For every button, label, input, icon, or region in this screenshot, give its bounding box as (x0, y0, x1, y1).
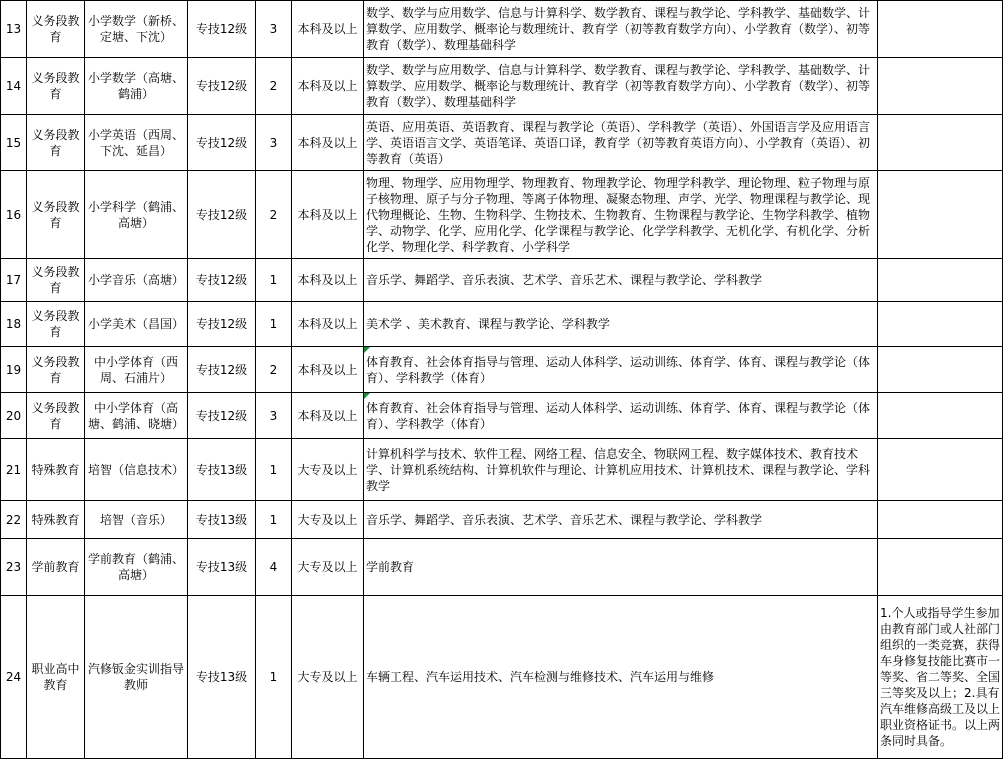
grade-cell[interactable]: 专技13级 (188, 539, 256, 596)
note-cell[interactable] (878, 171, 1003, 259)
row-number-cell[interactable]: 19 (1, 347, 27, 393)
grade-cell[interactable]: 专技12级 (188, 1, 256, 58)
headcount-cell[interactable]: 1 (256, 259, 292, 302)
row-number-cell[interactable]: 22 (1, 501, 27, 539)
majors-cell[interactable]: 车辆工程、汽车运用技术、汽车检测与维修技术、汽车运用与维修 (364, 596, 878, 759)
note-cell[interactable] (878, 539, 1003, 596)
row-number-cell[interactable]: 13 (1, 1, 27, 58)
category-cell[interactable]: 职业高中教育 (27, 596, 85, 759)
education-cell[interactable]: 本科及以上 (292, 347, 364, 393)
subject-cell[interactable]: 中小学体育（西周、石浦片） (85, 347, 188, 393)
grade-cell[interactable]: 专技12级 (188, 115, 256, 171)
row-number-cell[interactable]: 24 (1, 596, 27, 759)
majors-cell[interactable]: 数学、数学与应用数学、信息与计算科学、数学教育、课程与教学论、学科教学、基础数学、计算数学、应用数学、概率论与数理统计、教育学（初等教育数学方向）、小学教育（数学）、初等教育（数学）、数理基础科学 (364, 58, 878, 115)
headcount-cell[interactable]: 2 (256, 171, 292, 259)
category-cell[interactable]: 义务段教育 (27, 115, 85, 171)
row-number-cell[interactable]: 15 (1, 115, 27, 171)
headcount-cell[interactable]: 3 (256, 115, 292, 171)
note-cell[interactable] (878, 439, 1003, 501)
grade-cell[interactable]: 专技13级 (188, 501, 256, 539)
subject-cell[interactable]: 中小学体育（高塘、鹤浦、晓塘） (85, 393, 188, 439)
category-cell[interactable]: 义务段教育 (27, 259, 85, 302)
row-number-cell[interactable]: 14 (1, 58, 27, 115)
note-cell[interactable] (878, 115, 1003, 171)
table-row (1, 347, 1003, 393)
headcount-cell[interactable]: 1 (256, 596, 292, 759)
category-cell[interactable]: 特殊教育 (27, 439, 85, 501)
majors-cell[interactable]: 数学、数学与应用数学、信息与计算科学、数学教育、课程与教学论、学科教学、基础数学、计算数学、应用数学、概率论与数理统计、教育学（初等教育数学方向）、小学教育（数学）、初等教育（数学）、数理基础科学 (364, 1, 878, 58)
education-cell[interactable]: 本科及以上 (292, 259, 364, 302)
category-cell[interactable]: 义务段教育 (27, 347, 85, 393)
majors-cell[interactable]: 美术学 、美术教育、课程与教学论、学科教学 (364, 302, 878, 347)
grade-cell[interactable]: 专技12级 (188, 259, 256, 302)
majors-cell[interactable]: 英语、应用英语、英语教育、课程与教学论（英语）、学科教学（英语）、外国语言学及应用语言学、英语语言文学、英语笔译、英语口译，教育学（初等教育英语方向）、小学教育（英语）、初等教育（英语） (364, 115, 878, 171)
subject-cell[interactable]: 培智（音乐） (85, 501, 188, 539)
headcount-cell[interactable]: 2 (256, 347, 292, 393)
headcount-cell[interactable]: 3 (256, 393, 292, 439)
table-row (1, 115, 1003, 171)
majors-cell[interactable]: 学前教育 (364, 539, 878, 596)
table-row (1, 58, 1003, 115)
grade-cell[interactable]: 专技13级 (188, 439, 256, 501)
row-number-cell[interactable]: 18 (1, 302, 27, 347)
category-cell[interactable]: 义务段教育 (27, 58, 85, 115)
row-number-cell[interactable]: 21 (1, 439, 27, 501)
row-number-cell[interactable]: 23 (1, 539, 27, 596)
education-cell[interactable]: 本科及以上 (292, 171, 364, 259)
table-row (1, 501, 1003, 539)
category-cell[interactable]: 义务段教育 (27, 302, 85, 347)
note-cell[interactable] (878, 393, 1003, 439)
note-cell[interactable] (878, 1, 1003, 58)
grade-cell[interactable]: 专技12级 (188, 302, 256, 347)
note-cell[interactable] (878, 501, 1003, 539)
note-cell[interactable] (878, 259, 1003, 302)
majors-cell[interactable]: 音乐学、舞蹈学、音乐表演、艺术学、音乐艺术、课程与教学论、学科教学 (364, 501, 878, 539)
category-cell[interactable]: 义务段教育 (27, 1, 85, 58)
grade-cell[interactable]: 专技12级 (188, 171, 256, 259)
table-row (1, 259, 1003, 302)
grade-cell[interactable]: 专技12级 (188, 347, 256, 393)
headcount-cell[interactable]: 4 (256, 539, 292, 596)
subject-cell[interactable]: 培智（信息技术） (85, 439, 188, 501)
grade-cell[interactable]: 专技13级 (188, 596, 256, 759)
subject-cell[interactable]: 小学数学（高塘、鹤浦） (85, 58, 188, 115)
grade-cell[interactable]: 专技12级 (188, 58, 256, 115)
subject-cell[interactable]: 小学数学（新桥、定塘、下沈） (85, 1, 188, 58)
row-number-cell[interactable]: 20 (1, 393, 27, 439)
note-cell[interactable] (878, 347, 1003, 393)
headcount-cell[interactable]: 1 (256, 501, 292, 539)
table-row (1, 439, 1003, 501)
education-cell[interactable]: 大专及以上 (292, 501, 364, 539)
grade-cell[interactable]: 专技12级 (188, 393, 256, 439)
education-cell[interactable]: 本科及以上 (292, 302, 364, 347)
note-cell[interactable] (878, 58, 1003, 115)
category-cell[interactable]: 学前教育 (27, 539, 85, 596)
table-body (1, 1, 1003, 759)
subject-cell[interactable]: 小学英语（西周、下沈、延昌） (85, 115, 188, 171)
education-cell[interactable]: 大专及以上 (292, 439, 364, 501)
education-cell[interactable]: 本科及以上 (292, 58, 364, 115)
education-cell[interactable]: 本科及以上 (292, 1, 364, 58)
majors-cell[interactable]: 体育教育、社会体育指导与管理、运动人体科学、运动训练、体育学、体育、课程与教学论（体育）、学科教学（体育） (364, 393, 878, 439)
table-row (1, 596, 1003, 759)
majors-cell[interactable]: 音乐学、舞蹈学、音乐表演、艺术学、音乐艺术、课程与教学论、学科教学 (364, 259, 878, 302)
headcount-cell[interactable]: 2 (256, 58, 292, 115)
note-cell[interactable]: 1.个人或指导学生参加由教育部门或人社部门组织的一类竞赛，获得车身修复技能比赛市一等奖、省二等奖、全国三等奖及以上；2.具有汽车维修高级工及以上职业资格证书。以上两条同时具备。 (878, 596, 1003, 759)
category-cell[interactable]: 特殊教育 (27, 501, 85, 539)
table-row (1, 171, 1003, 259)
category-cell[interactable]: 义务段教育 (27, 171, 85, 259)
headcount-cell[interactable]: 3 (256, 1, 292, 58)
education-cell[interactable]: 本科及以上 (292, 393, 364, 439)
subject-cell[interactable]: 小学科学（鹤浦、高塘） (85, 171, 188, 259)
majors-cell[interactable]: 计算机科学与技术、软件工程、网络工程、信息安全、物联网工程、数字媒体技术、教育技术学、计算机系统结构、计算机软件与理论、计算机应用技术、计算机技术、课程与教学论、学科教学 (364, 439, 878, 501)
row-number-cell[interactable]: 16 (1, 171, 27, 259)
education-cell[interactable]: 大专及以上 (292, 596, 364, 759)
note-cell[interactable] (878, 302, 1003, 347)
subject-cell[interactable]: 学前教育（鹤浦、高塘） (85, 539, 188, 596)
headcount-cell[interactable]: 1 (256, 302, 292, 347)
table-row (1, 302, 1003, 347)
subject-cell[interactable]: 小学音乐（高塘） (85, 259, 188, 302)
education-cell[interactable]: 本科及以上 (292, 115, 364, 171)
headcount-cell[interactable]: 1 (256, 439, 292, 501)
table-row (1, 539, 1003, 596)
row-number-cell[interactable]: 17 (1, 259, 27, 302)
education-cell[interactable]: 大专及以上 (292, 539, 364, 596)
category-cell[interactable]: 义务段教育 (27, 393, 85, 439)
subject-cell[interactable]: 汽修钣金实训指导教师 (85, 596, 188, 759)
majors-cell[interactable]: 体育教育、社会体育指导与管理、运动人体科学、运动训练、体育学、体育、课程与教学论（体育）、学科教学（体育） (364, 347, 878, 393)
table-row (1, 1, 1003, 58)
table-row (1, 393, 1003, 439)
majors-cell[interactable]: 物理、物理学、应用物理学、物理教育、物理教学论、物理学科教学、理论物理、粒子物理与原子核物理、原子与分子物理、等离子体物理、凝聚态物理、声学、光学、物理课程与教学论、现代物理概论、生物、生物科学、生物技术、生物教育、生物课程与教学论、生物学科教学、植物学、动物学、化学、应用化学、化学课程与教学论、化学学科教学、无机化学、有机化学、分析化学、物理化学、科学教育、小学科学 (364, 171, 878, 259)
subject-cell[interactable]: 小学美术（昌国） (85, 302, 188, 347)
